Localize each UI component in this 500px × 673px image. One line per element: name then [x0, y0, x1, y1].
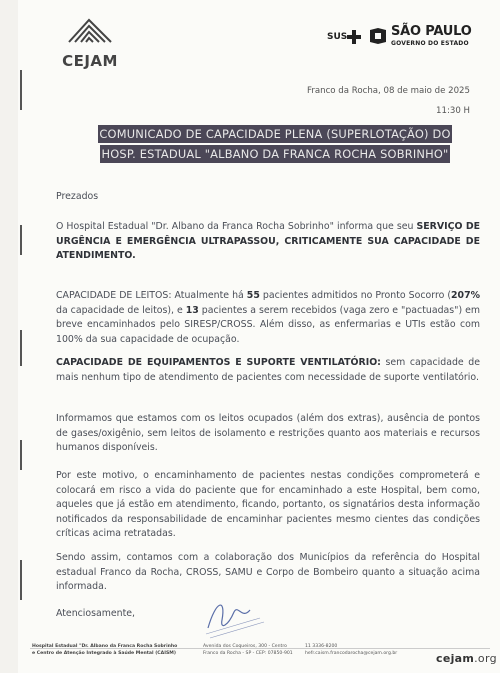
document-date: Franco da Rocha, 08 de maio de 2025	[307, 86, 470, 96]
paragraph-equipment-capacity: CAPACIDADE DE EQUIPAMENTOS E SUPORTE VENTILATÓRIO: sem capacidade de mais nenhum tipo de atendimento de pacientes com necessidade de suporte ventilatório.	[56, 357, 480, 383]
cejam-logo-text: CEJAM	[62, 52, 118, 70]
document-title-line-1: COMUNICADO DE CAPACIDADE PLENA (SUPERLOTAÇÃO) DO	[99, 127, 451, 141]
footer-website: cejam.org	[436, 652, 497, 665]
paragraph-risk: Por este motivo, o encaminhamento de pacientes nestas condições comprometerá e colocará em risco a vida do paciente que for encaminhado a este Hospital, bem como, aqueles que já estão em atendimento, ficando, portanto, os signatários desta informação notificados da responsabilidade de encaminhar pacientes mesmo cientes das condições críticas acima retratadas.	[56, 470, 480, 540]
document-title-line-2: HOSP. ESTADUAL "ALBANO DA FRANCA ROCHA SOBRINHO"	[101, 147, 449, 161]
footer-hospital-name: Hospital Estadual "Dr. Albano da Franca Rocha Sobrinho e Centro de Atenção Integrado à Saúde Mental (CAISM)	[32, 644, 178, 656]
health-cross-icon	[347, 30, 361, 44]
scan-edge-mark	[20, 225, 22, 255]
cejam-logo	[55, 12, 125, 70]
footer-contact: 11 3336-8200 hefr.caism.francodarocha@cejam.org.br	[305, 644, 398, 656]
scan-edge-mark	[20, 560, 22, 600]
paragraph-service-status: O Hospital Estadual "Dr. Albano da Franca Rocha Sobrinho" informa que seu SERVIÇO DE URGÊNCIA E EMERGÊNCIA ULTRAPASSOU, CRITICAMENTE SUA CAPACIDADE DE ATENDIMENTO.	[56, 221, 481, 262]
sao-paulo-state-icon	[368, 26, 388, 46]
document-time: 11:30 H	[436, 106, 470, 116]
scan-edge-mark	[20, 70, 22, 110]
cejam-emblem-icon	[55, 12, 125, 54]
state-government-label: GOVERNO DO ESTADO	[391, 40, 469, 47]
state-name: SÃO PAULO	[391, 24, 472, 39]
closing: Atenciosamente,	[56, 608, 136, 619]
signature-stamp	[198, 590, 268, 640]
paragraph-bed-capacity: CAPACIDADE DE LEITOS: Atualmente há 55 pacientes admitidos no Pronto Socorro (207% da capacidade de leitos), e 13 pacientes a serem recebidos (vaga zero e "pactuadas") em breve encaminhados pelo SIRESP/CROSS. Além disso, as enfermarias e UTIs estão com 100% da sua capacidade de ocupação.	[56, 290, 480, 345]
paragraph-resources: Informamos que estamos com os leitos ocupados (além dos extras), ausência de pontos de gases/oxigênio, sem leitos de isolamento e restrições quanto aos materiais e recursos humanos disponíveis.	[56, 413, 480, 454]
paragraph-collaboration: Sendo assim, contamos com a colaboração dos Municípios da referência do Hospital estadual Franco da Rocha, CROSS, SAMU e Corpo de Bombeiro quanto a situação acima informada.	[56, 552, 480, 593]
scan-edge-mark	[20, 440, 22, 470]
sus-logo-text: SUS	[327, 32, 348, 42]
footer-address: Avenida dos Coqueiros, 300 - Centro Franco da Rocha - SP - CEP: 07850-901	[203, 644, 293, 656]
scan-edge-mark	[20, 330, 22, 366]
salutation: Prezados	[56, 191, 99, 202]
